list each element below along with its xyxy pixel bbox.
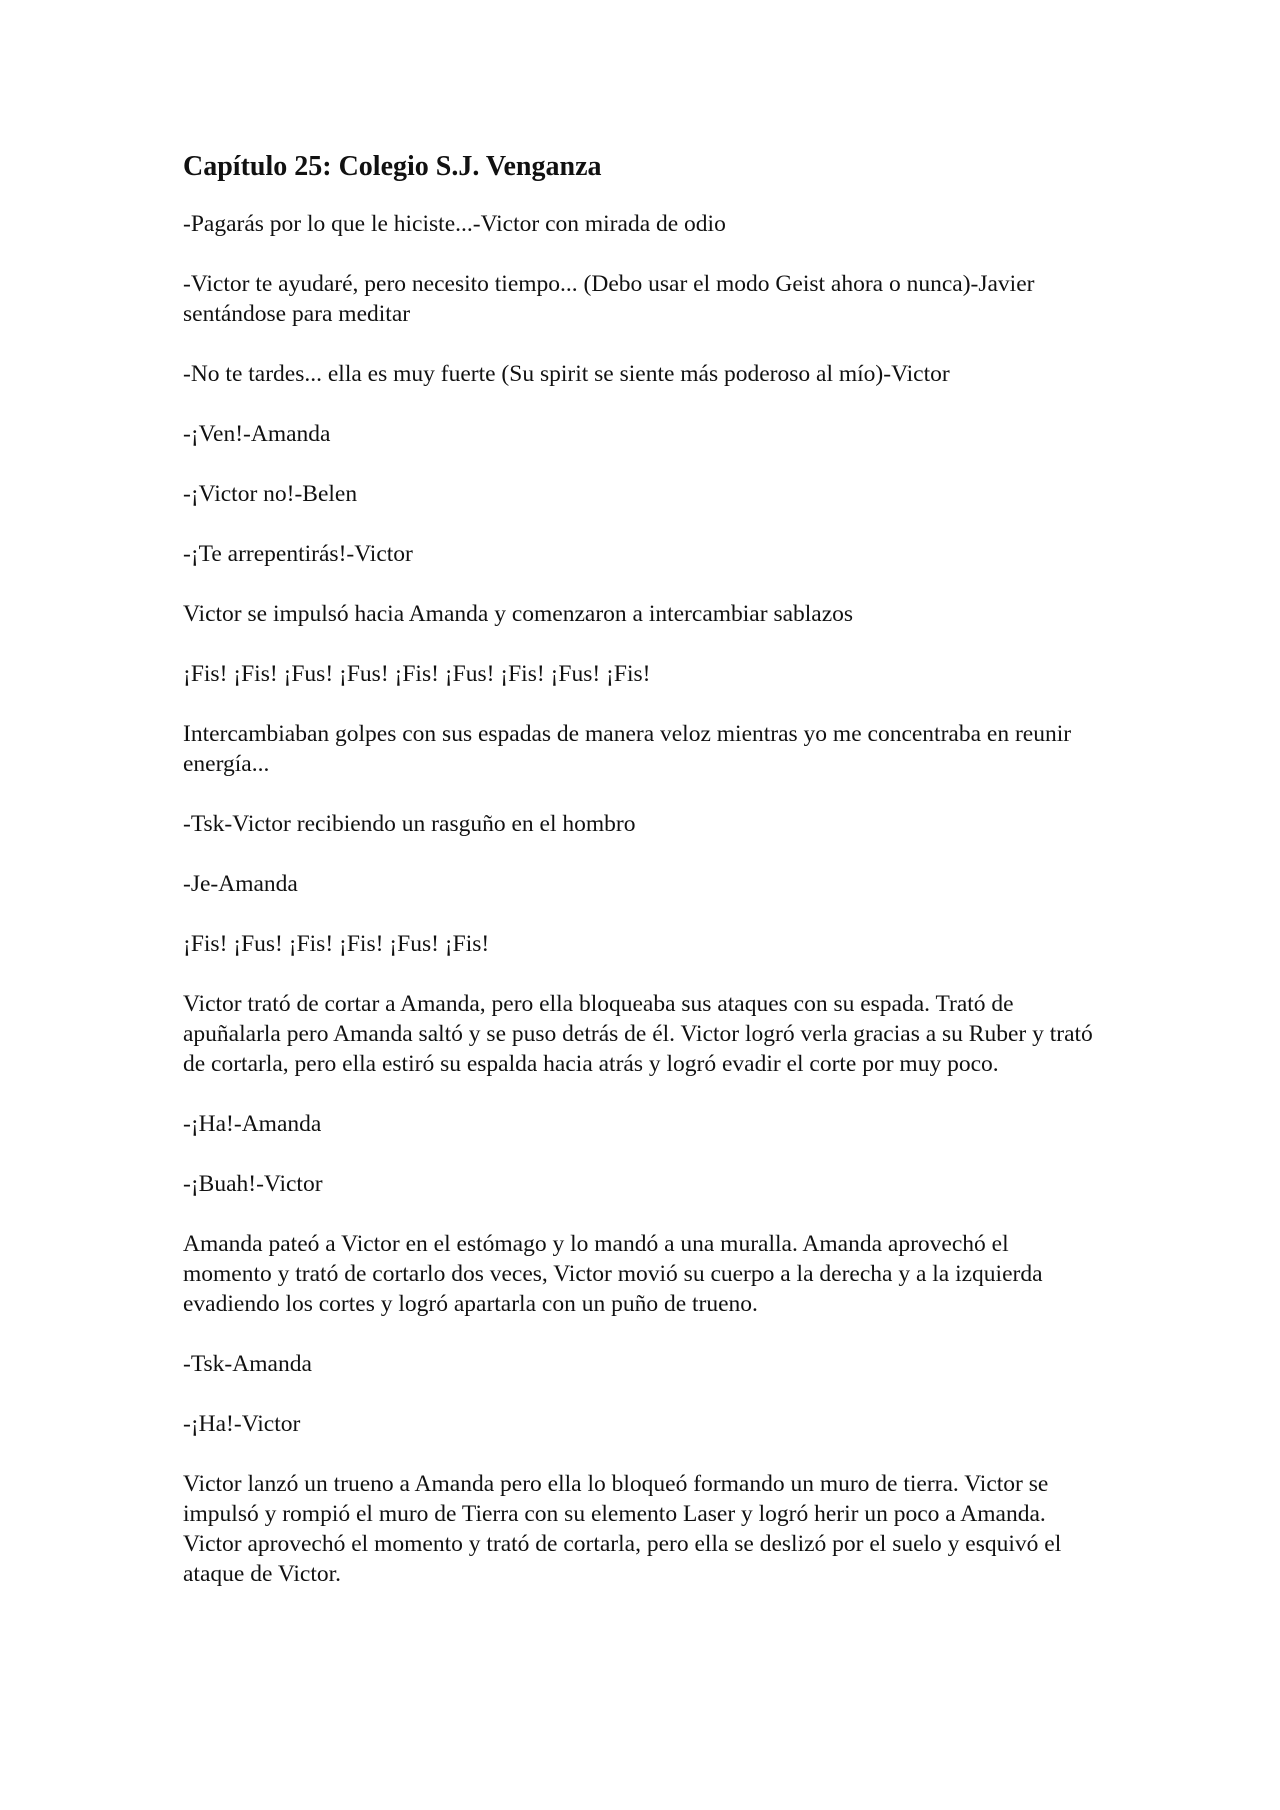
- paragraph: Amanda pateó a Victor en el estómago y lo mandó a una muralla. Amanda aprovechó el momento y trató de cortarlo dos veces, Victor movió su cuerpo a la derecha y a la izquierda evadiendo los cortes y logró apartarla con un puño de trueno.: [183, 1231, 1043, 1317]
- paragraph: ¡Fis! ¡Fus! ¡Fis! ¡Fis! ¡Fus! ¡Fis!: [183, 931, 490, 957]
- paragraph: -No te tardes... ella es muy fuerte (Su spirit se siente más poderoso al mío)-Victor: [183, 361, 950, 387]
- paragraph: -¡Ha!-Victor: [183, 1411, 301, 1437]
- paragraph: -¡Victor no!-Belen: [183, 481, 358, 507]
- paragraph: -Tsk-Victor recibiendo un rasguño en el hombro: [183, 811, 636, 837]
- paragraph: -¡Buah!-Victor: [183, 1171, 323, 1197]
- chapter-title: Capítulo 25: Colegio S.J. Venganza: [183, 151, 602, 182]
- paragraph: -Tsk-Amanda: [183, 1351, 312, 1377]
- paragraph: ¡Fis! ¡Fis! ¡Fus! ¡Fus! ¡Fis! ¡Fus! ¡Fis! ¡Fus! ¡Fis!: [183, 661, 651, 687]
- paragraph: -Pagarás por lo que le hiciste...-Victor con mirada de odio: [183, 211, 726, 237]
- paragraph: -¡Te arrepentirás!-Victor: [183, 541, 413, 567]
- paragraph: -Je-Amanda: [183, 871, 298, 897]
- paragraph: -¡Ven!-Amanda: [183, 421, 331, 447]
- paragraph: Victor lanzó un trueno a Amanda pero ella lo bloqueó formando un muro de tierra. Victor se impulsó y rompió el muro de Tierra con su elemento Laser y logró herir un poco a Amanda. Victor aprovechó el momento y trató de cortarla, pero ella se deslizó por el suelo y esquivó el ataque de Victor.: [183, 1471, 1062, 1587]
- paragraph: -¡Ha!-Amanda: [183, 1111, 322, 1137]
- paragraph: -Victor te ayudaré, pero necesito tiempo... (Debo usar el modo Geist ahora o nunca)-Javier sentándose para meditar: [183, 271, 1035, 327]
- document-page: [183, 150, 1103, 1619]
- paragraph: Victor trató de cortar a Amanda, pero ella bloqueaba sus ataques con su espada. Trató de apuñalarla pero Amanda saltó y se puso detrás de él. Victor logró verla gracias a su Ruber y trató de cortarla, pero ella estiró su espalda hacia atrás y logró evadir el corte por muy poco.: [183, 991, 1093, 1077]
- paragraph: Victor se impulsó hacia Amanda y comenzaron a intercambiar sablazos: [183, 601, 854, 627]
- paragraph: Intercambiaban golpes con sus espadas de manera veloz mientras yo me concentraba en reunir energía...: [183, 721, 1072, 777]
